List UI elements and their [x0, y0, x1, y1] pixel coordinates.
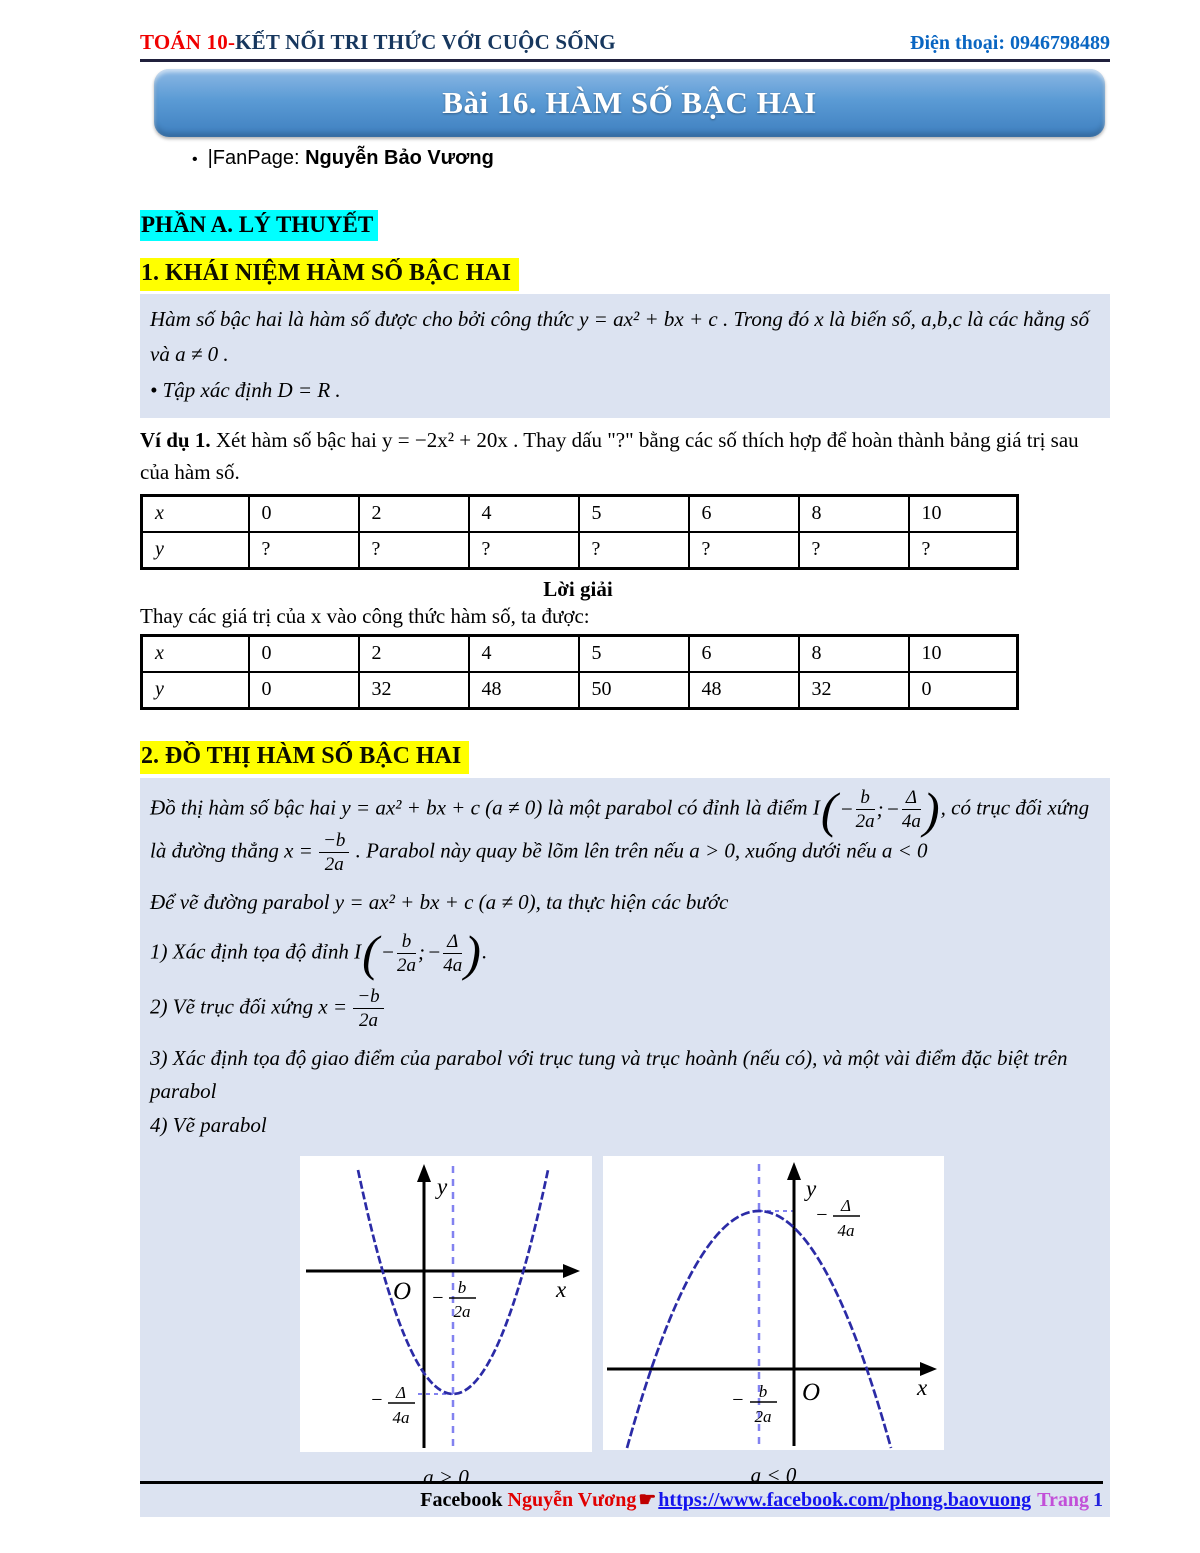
- origin-label: O: [802, 1379, 821, 1407]
- lesson-title: Bài 16. HÀM SỐ BẬC HAI: [442, 85, 817, 120]
- step-2: 2) Vẽ trục đối xứng x = $\frac{-b}{2a}$: [150, 987, 1096, 1030]
- table-cell: 0: [249, 496, 359, 533]
- table-cell: 10: [909, 636, 1018, 673]
- parabola-desc-b: , có trục đối xứng là đường thẳng x =: [150, 795, 1090, 863]
- table-cell: x: [142, 636, 249, 673]
- x-axis-label: x: [556, 1277, 567, 1303]
- value-table-answer: [140, 634, 1019, 710]
- table-cell: 32: [359, 672, 469, 709]
- parabola-desc-c: . Parabol này quay bề lõm lên trên nếu a > 0, xuống dưới nếu a < 0: [350, 838, 928, 863]
- table-cell: 10: [909, 496, 1018, 533]
- minus-sign: −: [370, 1389, 384, 1412]
- fraction-b-2a: $\frac{b}{2a}$: [855, 787, 875, 833]
- pointing-hand-icon: ☛: [638, 1489, 657, 1511]
- section-1-row: [140, 258, 1110, 291]
- minus-sign: −: [380, 940, 395, 965]
- plot-background: [300, 1156, 592, 1452]
- page-number: 1: [1093, 1489, 1103, 1511]
- y-axis-label: y: [437, 1174, 448, 1200]
- semicolon: ;: [417, 940, 425, 965]
- table-cell: 4: [469, 636, 579, 673]
- table-cell: ?: [469, 532, 579, 569]
- example-1-label: Ví dụ 1.: [140, 427, 211, 452]
- fanpage-prefix: |FanPage:: [207, 147, 300, 169]
- axis-frac-den: 2a: [754, 1407, 772, 1427]
- table-cell: 6: [689, 496, 799, 533]
- parabola-description: [150, 781, 1096, 876]
- table-cell: 8: [799, 496, 909, 533]
- parabola-down-graph: [603, 1156, 944, 1450]
- table-row: [142, 672, 1018, 709]
- table-cell: 2: [359, 636, 469, 673]
- vertex-frac-num: Δ: [841, 1196, 851, 1216]
- table-cell: 50: [579, 672, 689, 709]
- table-row: [142, 496, 1018, 533]
- minus-sign: −: [839, 796, 854, 821]
- step-1: 1) Xác định tọa độ đỉnh I ( − $\frac{b}{2a}$ ; − $\frac{\Delta}{4a}$ ) .: [150, 925, 488, 982]
- axis-frac-num: b: [758, 1382, 768, 1402]
- section-2-heading: 2. ĐỒ THỊ HÀM SỐ BẬC HAI: [140, 741, 469, 774]
- vertex-frac-den: 4a: [392, 1408, 410, 1428]
- minus-sign: −: [885, 796, 900, 821]
- lesson-title-banner: [154, 69, 1105, 137]
- table-cell: ?: [909, 532, 1018, 569]
- table-cell: 0: [909, 672, 1018, 709]
- figure-a-positive: [300, 1156, 592, 1495]
- example-1-statement: [140, 424, 1110, 489]
- table-cell: y: [142, 532, 249, 569]
- table-cell: 5: [579, 496, 689, 533]
- section-1-heading: 1. KHÁI NIỆM HÀM SỐ BẬC HAI: [140, 258, 519, 291]
- minus-sign: −: [431, 1287, 445, 1310]
- axis-frac-num: b: [457, 1278, 467, 1298]
- page-footer: [140, 1481, 1103, 1512]
- section-2-row: [140, 741, 1110, 774]
- table-cell: ?: [359, 532, 469, 569]
- table-cell: 2: [359, 496, 469, 533]
- fraction-b-2a: $\frac{b}{2a}$: [396, 930, 416, 976]
- header-series: KẾT NỐI TRI THỨC VỚI CUỘC SỐNG: [235, 30, 616, 54]
- table-cell: 48: [469, 672, 579, 709]
- table-cell: 48: [689, 672, 799, 709]
- page-number-label: Trang: [1037, 1489, 1089, 1511]
- solution-label: Lời giải: [543, 577, 613, 602]
- minus-sign: −: [731, 1389, 745, 1412]
- step-4: 4) Vẽ parabol: [150, 1112, 267, 1137]
- footer-author-name: Nguyễn Vương: [507, 1489, 637, 1511]
- fraction-delta-4a: $\frac{\Delta}{4a}$: [901, 787, 921, 833]
- minus-sign: −: [815, 1204, 829, 1227]
- figure-caption: a < 0: [750, 1463, 797, 1488]
- minus-sign: −: [426, 940, 442, 965]
- x-axis-label: x: [917, 1375, 928, 1401]
- parabola-figures: [300, 1156, 1096, 1495]
- table-cell: 4: [469, 496, 579, 533]
- table-cell: 8: [799, 636, 909, 673]
- part-a-row: [140, 210, 1110, 241]
- solution-text: Thay các giá trị của x vào công thức hàm số, ta được:: [140, 604, 590, 629]
- steps-intro: Để vẽ đường parabol y = ax² + bx + c (a ≠ 0), ta thực hiện các bước: [150, 890, 729, 915]
- fraction-negb-2a: $\frac{-b}{2a}$: [319, 831, 349, 874]
- table-cell: ?: [579, 532, 689, 569]
- fanpage-name: Nguyễn Bảo Vương: [305, 147, 494, 169]
- fanpage-line: [192, 147, 1110, 170]
- vertex-frac-num: Δ: [396, 1383, 406, 1403]
- parabola-up-graph: [300, 1156, 592, 1452]
- axis-formula: [318, 831, 350, 874]
- part-a-heading: PHẦN A. LÝ THUYẾT: [140, 210, 378, 241]
- definition-box: [140, 294, 1110, 418]
- vertex-formula: [361, 925, 482, 982]
- page-header: [140, 30, 1110, 62]
- table-cell: 32: [799, 672, 909, 709]
- vertex-frac-den: 4a: [837, 1221, 855, 1241]
- left-paren: (: [362, 925, 379, 982]
- table-cell: 0: [249, 672, 359, 709]
- vertex-formula: [820, 781, 941, 838]
- table-row: [142, 532, 1018, 569]
- document-page: [140, 0, 1110, 1517]
- table-cell: ?: [799, 532, 909, 569]
- table-cell: x: [142, 496, 249, 533]
- left-paren: (: [820, 781, 838, 838]
- table-cell: ?: [689, 532, 799, 569]
- bullet-icon: •: [192, 151, 198, 168]
- plot-background: [603, 1156, 944, 1450]
- semicolon: ;: [876, 796, 884, 821]
- example-1-text: Xét hàm số bậc hai y = −2x² + 20x . Thay dấu "?" bằng các số thích hợp để hoàn thành bảng giá trị sau của hàm số.: [140, 427, 1079, 485]
- domain-text: • Tập xác định D = R .: [150, 378, 341, 403]
- table-cell: 0: [249, 636, 359, 673]
- header-phone: Điện thoại: 0946798489: [910, 32, 1110, 54]
- axis-formula: [352, 987, 384, 1030]
- table-cell: y: [142, 672, 249, 709]
- right-paren: ): [464, 925, 481, 982]
- footer-facebook-url[interactable]: https://www.facebook.com/phong.baovuong: [658, 1489, 1032, 1511]
- fraction-negb-2a: $\frac{-b}{2a}$: [353, 987, 383, 1030]
- table-cell: 5: [579, 636, 689, 673]
- value-table-question: [140, 494, 1019, 570]
- step-3: 3) Xác định tọa độ giao điểm của parabol với trục tung và trục hoành (nếu có), và một vài điểm đặc biệt trên parabol: [150, 1045, 1068, 1104]
- fraction-delta-4a: $\frac{\Delta}{4a}$: [443, 930, 463, 976]
- figure-a-negative: [603, 1156, 944, 1495]
- definition-text: Hàm số bậc hai là hàm số được cho bởi công thức y = ax² + bx + c . Trong đó x là biến số, a,b,c là các hằng số và a ≠ 0 .: [150, 307, 1090, 366]
- footer-facebook-label: Facebook: [420, 1489, 508, 1511]
- axis-frac-den: 2a: [453, 1302, 471, 1322]
- header-subject: TOÁN 10-: [140, 30, 236, 54]
- right-paren: ): [922, 781, 940, 838]
- table-cell: 6: [689, 636, 799, 673]
- header-book-title: [140, 30, 616, 55]
- table-cell: ?: [249, 532, 359, 569]
- parabola-desc-a: Đồ thị hàm số bậc hai y = ax² + bx + c (a ≠ 0) là một parabol có đỉnh là điểm I: [150, 795, 820, 820]
- y-axis-label: y: [806, 1176, 817, 1202]
- graph-theory-box: [140, 778, 1110, 1517]
- figure-caption: a > 0: [423, 1465, 469, 1490]
- origin-label: O: [393, 1278, 412, 1306]
- table-row: [142, 636, 1018, 673]
